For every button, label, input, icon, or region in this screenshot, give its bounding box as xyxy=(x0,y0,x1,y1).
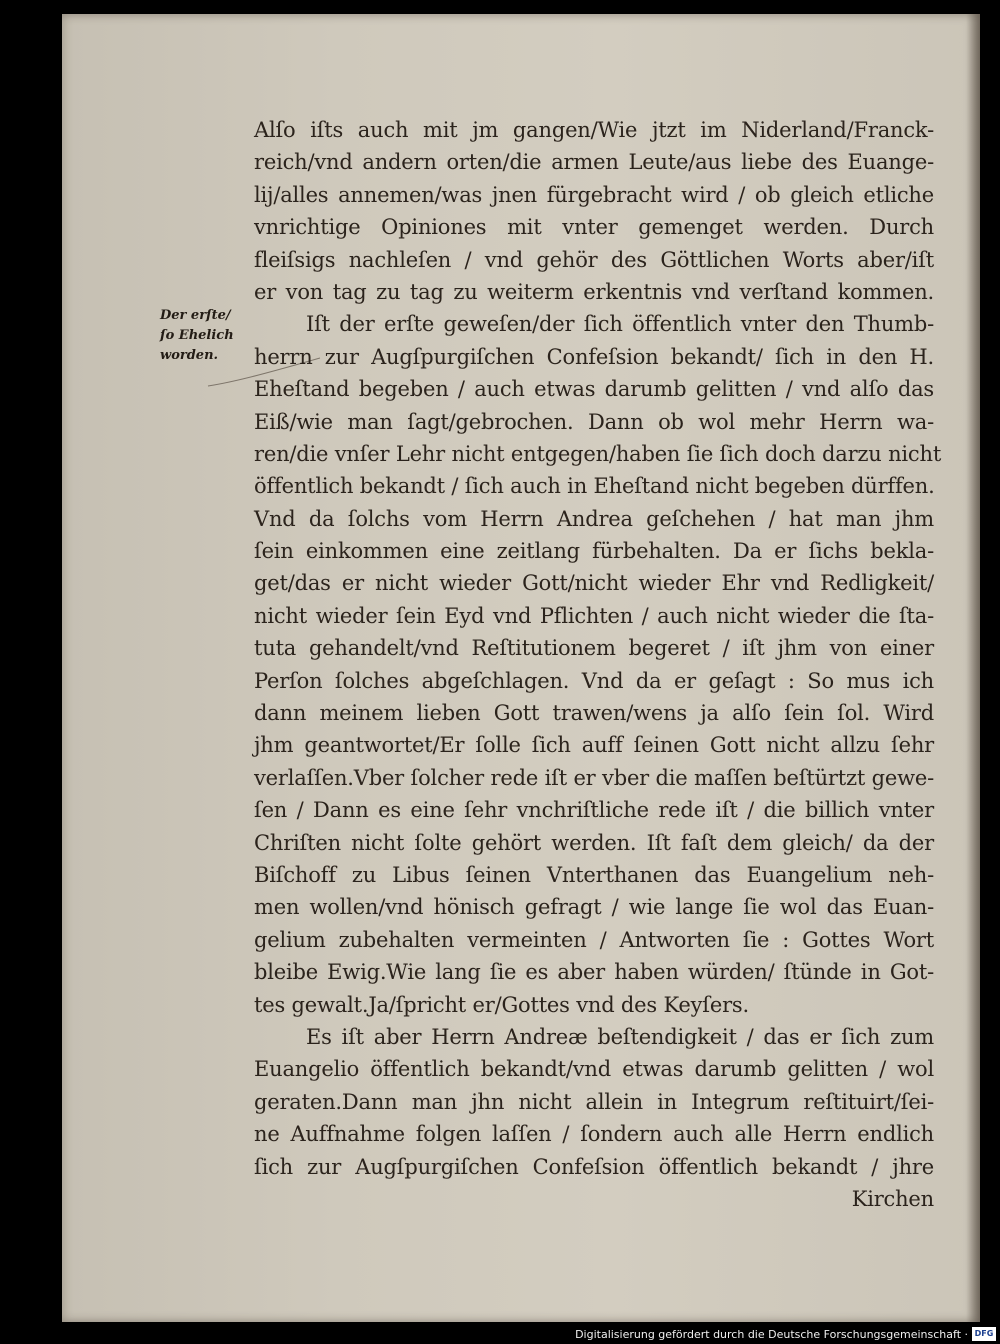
text-line: ſich zur Augſpurgiſchen Confeſsion öffentlich bekandt / jhre xyxy=(254,1154,934,1179)
text-line: bleibe Ewig.Wie lang ſie es aber haben würden/ ſtünde in Got- xyxy=(254,960,934,985)
marginal-note-line: worden. xyxy=(160,348,219,363)
text-line: tes gewalt.Ja/ſpricht er/Gottes vnd des Keyſers. xyxy=(254,992,749,1017)
text-line: fleiſsigs nachleſen / vnd gehör des Göttlichen Worts aber/iſt xyxy=(254,247,934,272)
text-line: Iſt der erſte geweſen/der ſich öffentlich vnter den Thumb- xyxy=(306,312,934,337)
text-line: get/das er nicht wieder Gott/nicht wieder Ehr vnd Redligkeit/ xyxy=(254,571,934,596)
text-line: herrn zur Augſpurgiſchen Confeſsion bekandt/ ſich in den H. xyxy=(254,344,934,369)
text-line: lij/alles annemen/was jnen fürgebracht wird / ob gleich etliche xyxy=(254,182,934,207)
text-line: er von tag zu tag zu weiterm erkentnis vnd verſtand kommen. xyxy=(254,279,934,304)
text-line: verlaſſen.Vber ſolcher rede iſt er vber die maſſen beſtürtzt gewe- xyxy=(254,765,934,790)
text-line: men wollen/vnd hönisch gefragt / wie lange ſie wol das Euan- xyxy=(254,895,934,920)
text-line: ne Auffnahme folgen laſſen / ſondern auch alle Herrn endlich xyxy=(254,1122,934,1147)
footer-credit: Digitalisierung gefördert durch die Deutsche Forschungsgemeinschaft · xyxy=(575,1328,968,1341)
marginal-note-line: ſo Ehelich xyxy=(160,328,234,343)
text-line: geraten.Dann man jhn nicht allein in Integrum reſtituirt/ſei- xyxy=(254,1089,934,1114)
body-text xyxy=(254,114,942,1215)
dfg-logo-icon: DFG xyxy=(972,1327,996,1341)
text-line: Alſo iſts auch mit jm gangen/Wie jtzt im Niderland/Franck- xyxy=(254,118,934,142)
book-page xyxy=(62,14,980,1322)
text-line: Biſchoff zu Libus ſeinen Vnterthanen das Euangelium neh- xyxy=(254,862,934,887)
text-line: ſein einkommen eine zeitlang fürbehalten. Da er ſichs bekla- xyxy=(254,539,934,564)
text-line: reich/vnd andern orten/die armen Leute/aus liebe des Euange- xyxy=(254,150,934,175)
text-line: Es iſt aber Herrn Andreæ beſtendigkeit / das er ſich zum xyxy=(306,1024,934,1049)
marginal-note-line: Der erſte/ xyxy=(160,308,231,323)
text-line: Chriſten nicht ſolte gehört werden. Iſt faſt dem gleich/ da der xyxy=(254,830,934,855)
text-line: dann meinem lieben Gott trawen/wens ja alſo ſein ſol. Wird xyxy=(254,701,934,726)
text-line: Eiß/wie man ſagt/gebrochen. Dann ob wol mehr Herrn wa- xyxy=(254,409,934,434)
text-line: ren/die vnſer Lehr nicht entgegen/haben ſie ſich doch darzu nicht xyxy=(254,441,942,466)
text-line: tuta gehandelt/vnd Reſtitutionem begeret / iſt jhm von einer xyxy=(254,636,934,661)
text-line: jhm geantwortet/Er ſolle ſich auff ſeinen Gott nicht allzu ſehr xyxy=(254,733,934,758)
text-line: ſen / Dann es eine ſehr vnchriſtliche rede iſt / die billich vnter xyxy=(254,798,934,823)
catchword: Kirchen xyxy=(851,1186,934,1211)
text-line: Perſon ſolches abgeſchlagen. Vnd da er geſagt : So mus ich xyxy=(254,668,934,693)
footer-bar xyxy=(0,1322,1000,1344)
text-line: Euangelio öffentlich bekandt/vnd etwas darumb gelitten / wol xyxy=(254,1057,934,1082)
text-line: vnrichtige Opiniones mit vnter gemenget werden. Durch xyxy=(254,215,934,240)
text-line: Eheſtand begeben / auch etwas darumb gelitten / vnd alſo das xyxy=(254,377,934,402)
text-line: nicht wieder ſein Eyd vnd Pflichten / auch nicht wieder die ſta- xyxy=(254,603,934,628)
page-binding-shadow xyxy=(966,14,980,1322)
text-line: öffentlich bekandt / ſich auch in Eheſtand nicht begeben dürffen. xyxy=(254,474,935,499)
text-line: Vnd da ſolchs vom Herrn Andrea geſchehen / hat man jhm xyxy=(254,506,934,531)
text-line: gelium zubehalten vermeinten / Antworten ſie : Gottes Wort xyxy=(254,927,934,952)
